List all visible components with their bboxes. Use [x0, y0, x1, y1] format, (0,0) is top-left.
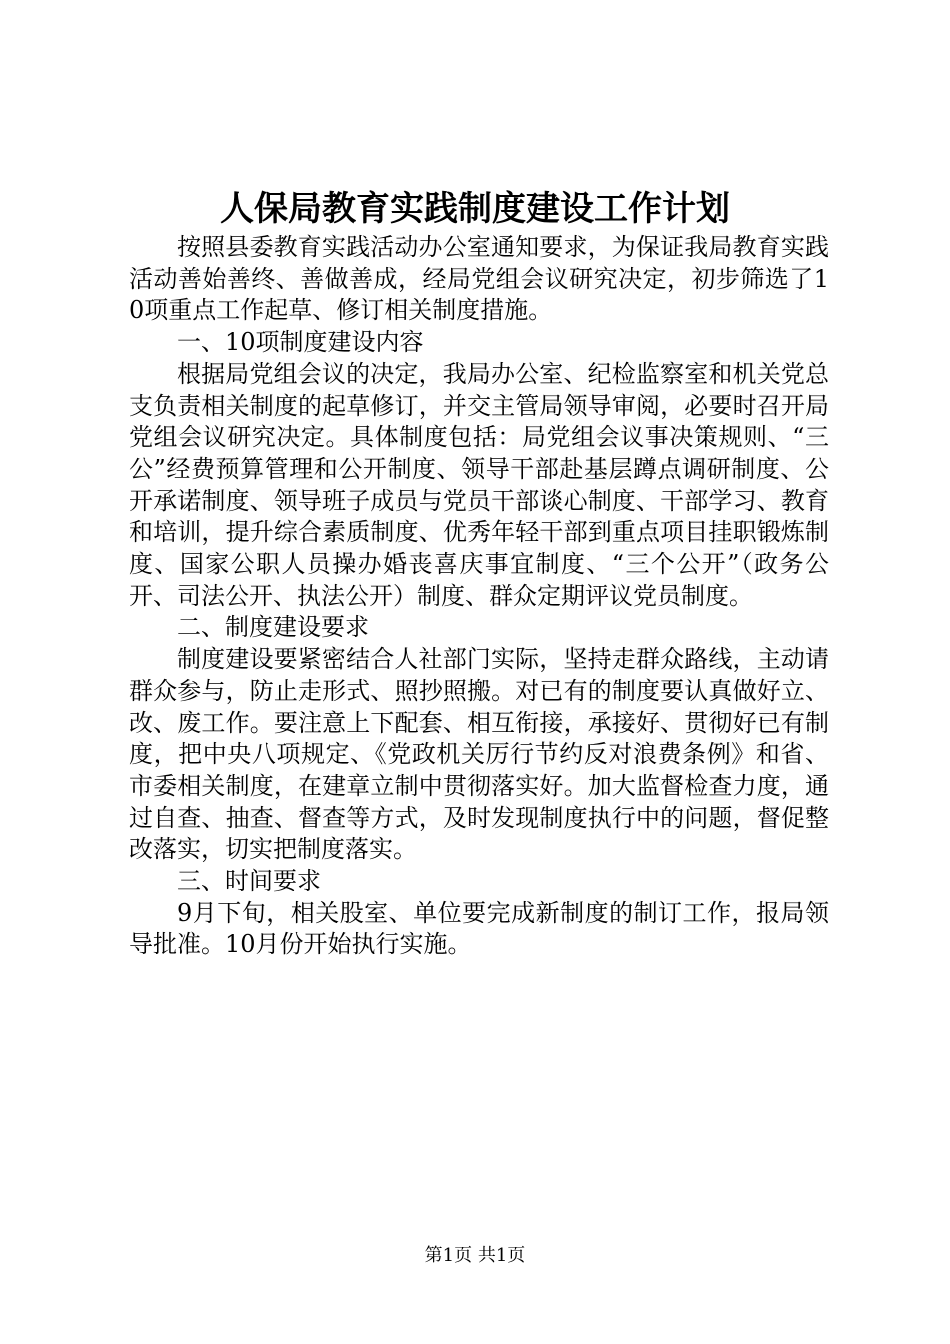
section-1-paragraph: 根据局党组会议的决定，我局办公室、纪检监察室和机关党总支负责相关制度的起草修订，并交主管局领导审阅，必要时召开局党组会议研究决定。具体制度包括：局党组会议事决策规则、“三公”经费预算管理和公开制度、领导干部赴基层蹲点调研制度、公开承诺制度、领导班子成员与党员干部谈心制度、干部学习、教育和培训，提升综合素质制度、优秀年轻干部到重点项目挂职锻炼制度、国家公职人员操办婚丧喜庆事宜制度、“三个公开”（政务公开、司法公开、执法公开）制度、群众定期评议党员制度。: [129, 359, 829, 610]
section-heading-1: 一、10项制度建设内容: [177, 328, 424, 357]
document-title: 人保局教育实践制度建设工作计划: [220, 189, 730, 229]
section-heading-3: 三、时间要求: [177, 867, 321, 896]
document-body: [129, 232, 829, 961]
section-3-paragraph: 9月下旬，相关股室、单位要完成新制度的制订工作，报局领导批准。10月份开始执行实施。: [129, 898, 829, 959]
section-heading-2: 二、制度建设要求: [177, 613, 369, 642]
intro-paragraph: 按照县委教育实践活动办公室通知要求，为保证我局教育实践活动善始善终、善做善成，经局党组会议研究决定，初步筛选了10项重点工作起草、修订相关制度措施。: [129, 233, 829, 325]
page-footer: 第1页 共1页: [424, 1245, 526, 1266]
section-2-paragraph: 制度建设要紧密结合人社部门实际，坚持走群众路线，主动请群众参与，防止走形式、照抄照搬。对已有的制度要认真做好立、改、废工作。要注意上下配套、相互衔接，承接好、贯彻好已有制度，把中央八项规定、《党政机关厉行节约反对浪费条例》和省、市委相关制度，在建章立制中贯彻落实好。加大监督检查力度，通过自查、抽查、督查等方式，及时发现制度执行中的问题，督促整改落实，切实把制度落实。: [129, 645, 829, 864]
